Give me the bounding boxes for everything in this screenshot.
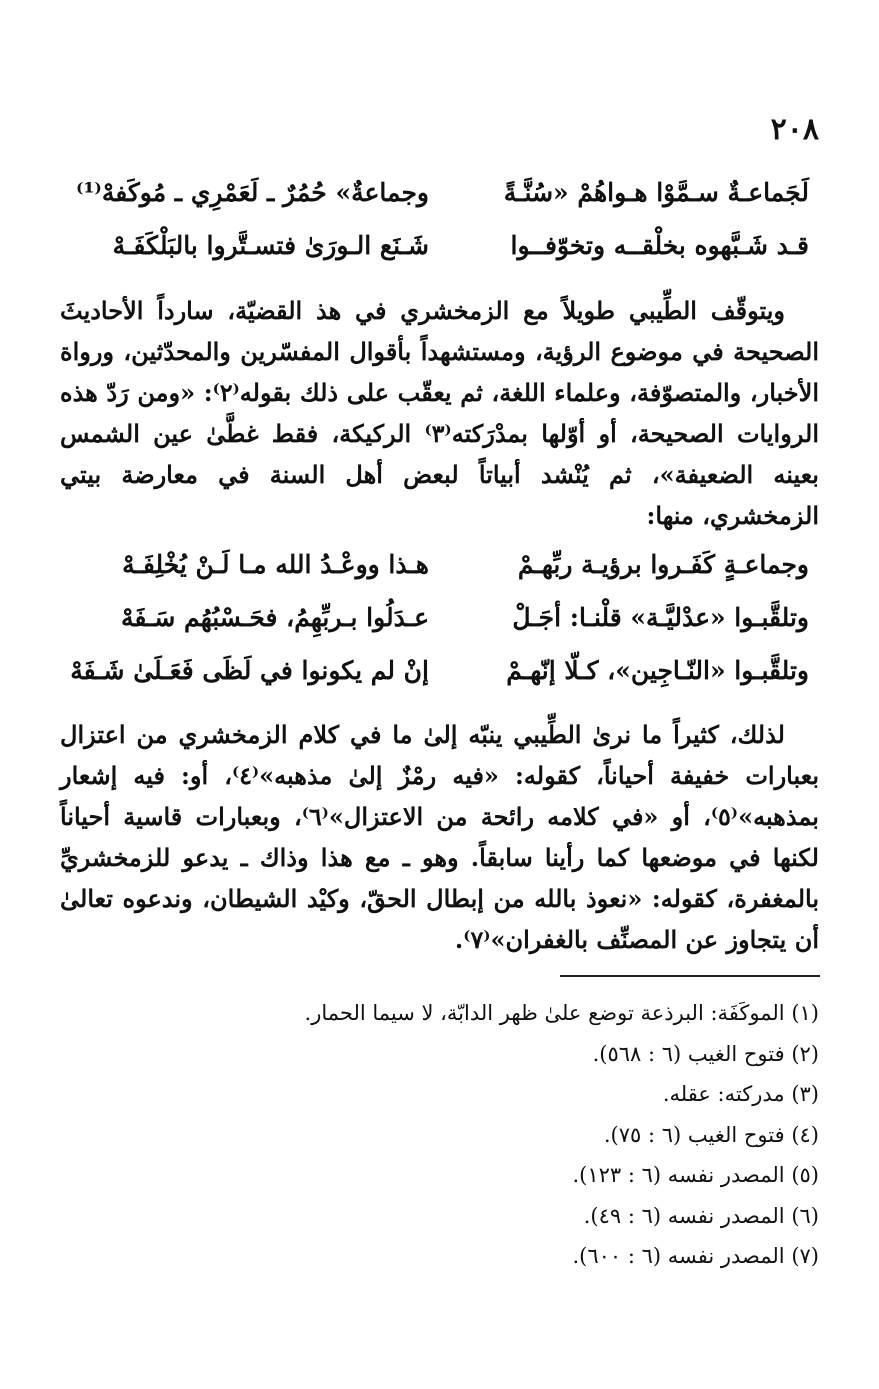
verse-hemistich: هـذا ووعْـدُ الله مـا لَـنْ يُخْلِفَـهْ <box>122 550 429 579</box>
body-paragraph <box>60 714 819 960</box>
footnote: (٤) فتوح الغيب (٦ : ٧٥). <box>603 1122 819 1147</box>
verse-hemistich: وتلقَّبـوا «النّـاجِين»، كـلّا إنّهـمْ <box>506 656 809 685</box>
paragraph-text: ويتوقّف الطِّيبي طويلاً مع الزمخشري في هذ القضيّة، سارداً الأحاديثَ الصحيحة في موضوع الرؤية، ومستشهداً بأقوال المفسّرين والمحدّثين، ورواة الأخبار، والمتصوّفة، وعلماء اللغة، ثم يعقّب على ذلك بقوله⁽٢⁾: «ومن رَدّ هذه الروايات الصحيحة، أو أوّلها بمدْرَكته⁽٣⁾ الركيكة، فقط غطَّىٰ عين الشمس بعينه الضعيفة»، ثم يُنْشد أبياتاً لبعض أهل السنة في معارضة بيتي الزمخشري، منها: <box>60 296 820 530</box>
footnote: (٧) المصدر نفسه (٦ : ٦٠٠). <box>572 1244 819 1268</box>
verse-hemistich: قـد شَـبَّهوه بخلْقــه وتخوّفــوا <box>510 231 809 260</box>
verse-hemistich: عـدَلُوا بـربِّهِمُ، فحَـسْبُهُم سَـفَهْ <box>121 603 429 632</box>
verse-hemistich: إنْ لم يكونوا في لَظَى فَعَـلَىٰ شَـفَهْ <box>70 656 429 685</box>
verse-line <box>70 656 809 696</box>
verse-hemistich: وجماعـةٍ كَفَـروا برؤيـة ربِّهـمْ <box>517 550 809 579</box>
verse-hemistich: وتلقَّبـوا «عدْليَّـة» قلْنـا: أجَـلْ <box>512 603 809 632</box>
verse-line <box>90 231 809 271</box>
footnote: (٥) المصدر نفسه (٦ : ١٢٣). <box>572 1163 819 1187</box>
body-paragraph <box>60 290 819 536</box>
footnotes <box>60 993 819 1277</box>
verse-line <box>90 550 809 590</box>
footnote: (٢) فتوح الغيب (٦ : ٥٦٨). <box>592 1041 819 1066</box>
footnote: (٣) مدركته: عقله. <box>662 1082 819 1106</box>
verse-hemistich: شَـنَع الـورَىٰ فتسـتَّروا بالبَلْكَفَـهْ <box>112 231 429 260</box>
paragraph-text: لذلك، كثيراً ما نرىٰ الطِّيبي ينبّه إلىٰ ما في كلام الزمخشري من اعتزال بعبارات خفيفة أحياناً، كقوله: «فيه رمْزٌ إلىٰ مذهبه»⁽٤⁾، أو: فيه إشعار بمذهبه»⁽٥⁾، أو «في كلامه رائحة من الاعتزال»⁽٦⁾، وبعبارات قاسية أحياناً لكنها في موضعها كما رأينا سابقاً. وهو ـ مع هذا وذاك ـ يدعو للزمخشريِّ بالمغفرة، كقوله: «نعوذ بالله من إبطال الحقّ، وكيْد الشيطان، وندعوه تعالىٰ أن يتجاوز عن المصنِّف بالغفران»⁽٧⁾. <box>60 720 820 954</box>
footnote: (١) الموكَفَة: البرذعة توضع علىٰ ظهر الدابّة، لا سيما الحمار. <box>304 1001 819 1025</box>
verse-line <box>75 178 809 218</box>
verse-line <box>90 603 809 643</box>
verse-hemistich: وجماعةٌ» حُمُرٌ ـ لَعَمْرِي ـ مُوكَفهْ⁽¹⁾ <box>75 178 429 207</box>
footnote: (٦) المصدر نفسه (٦ : ٤٩). <box>583 1203 819 1228</box>
page-number: ٢٠٨ <box>770 112 819 147</box>
verse-hemistich: لَجَماعـةٌ سـمَّوْا هـواهُمْ «سُنَّـةً <box>503 178 809 207</box>
footnote-divider <box>560 975 820 977</box>
